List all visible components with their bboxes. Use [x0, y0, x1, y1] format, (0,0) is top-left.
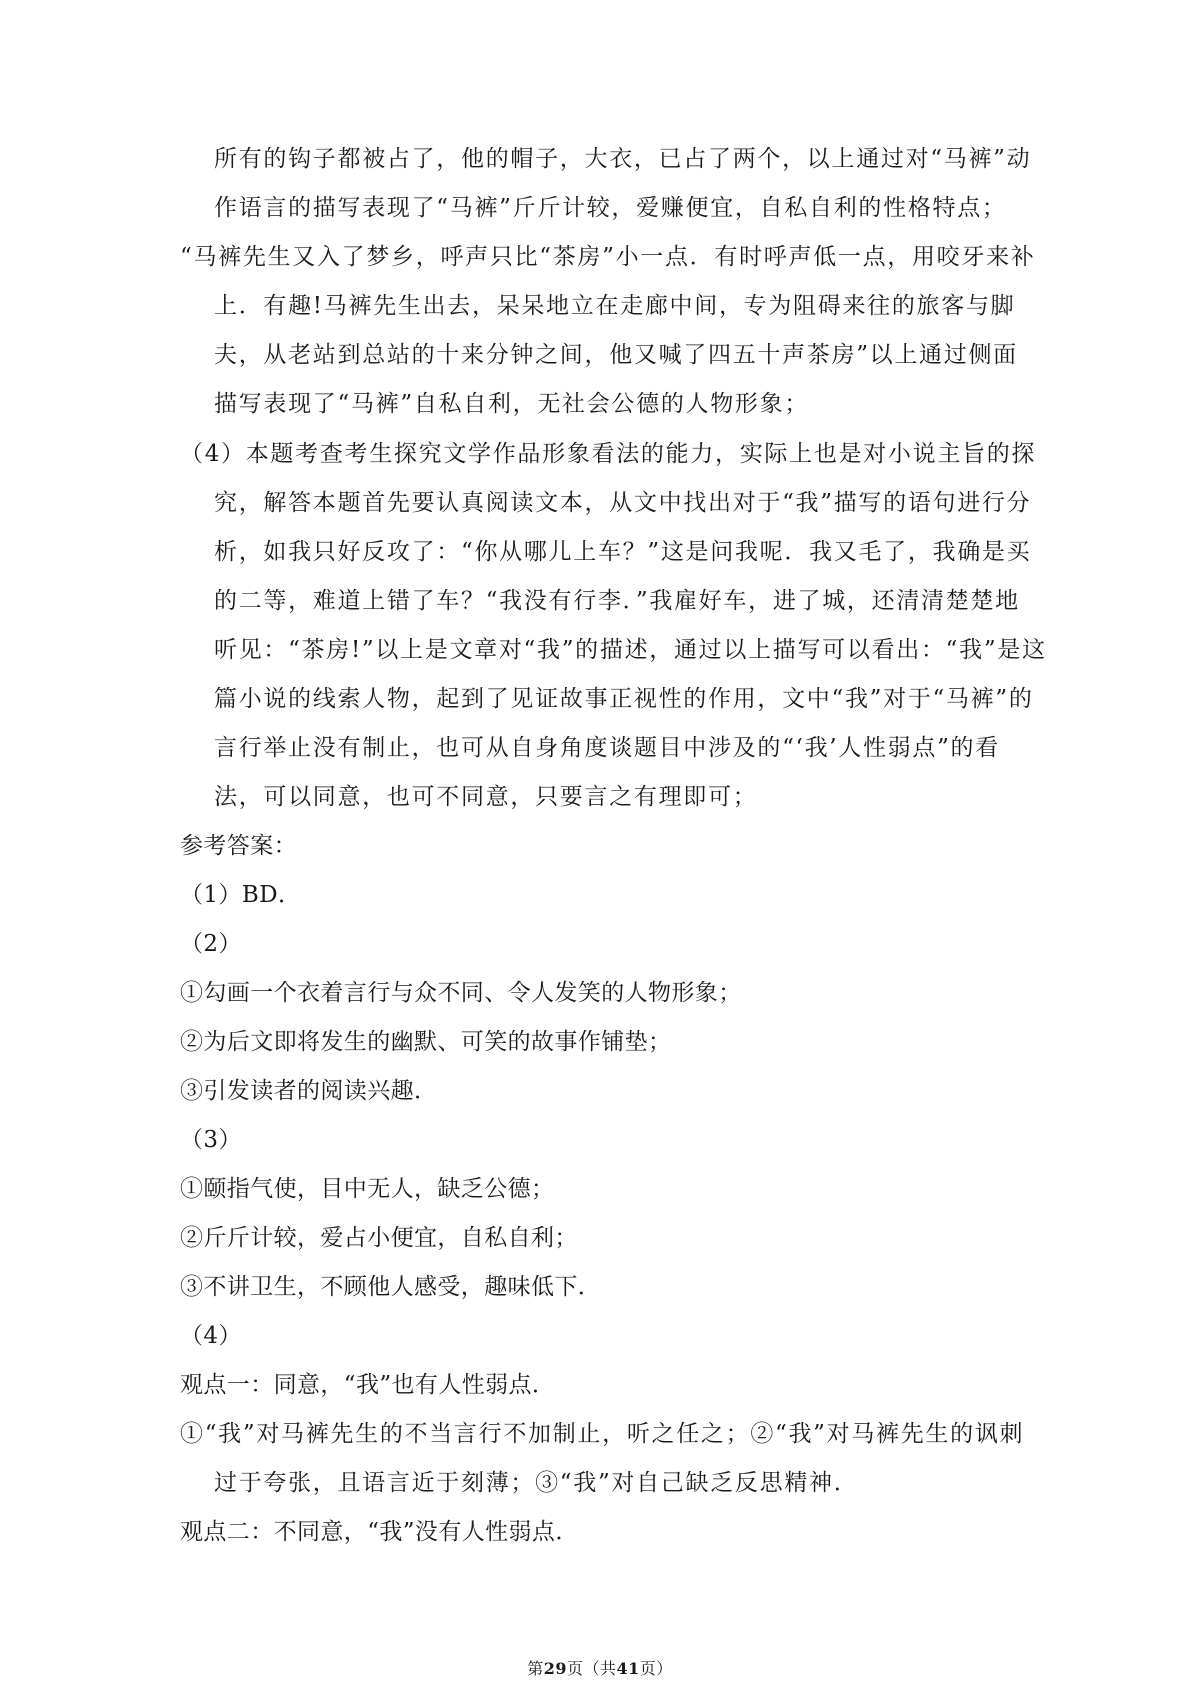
answer-2-item-2: ②为后文即将发生的幽默、可笑的故事作铺垫； — [180, 1029, 672, 1055]
viewpoint-two: 观点二：不同意，“我”没有人性弱点． — [180, 1519, 579, 1545]
body-line-7: （4）本题考查考生探究文学作品形象看法的能力，实际上也是对小说主旨的探 — [180, 441, 1037, 467]
answer-2-item-3: ③引发读者的阅读兴趣． — [180, 1078, 438, 1104]
viewpoint-one-detail-1: ①“我”对马裤先生的不当言行不加制止，听之任之；②“我”对马裤先生的讽刺 — [180, 1421, 1025, 1447]
body-line-6: 描写表现了“马裤”自私自利，无社会公德的人物形象； — [214, 391, 810, 417]
answer-3-item-2: ②斤斤计较，爱占小便宜，自私自利； — [180, 1225, 578, 1251]
body-line-13: 言行举止没有制止，也可从自身角度谈题目中涉及的“‘我’人性弱点”的看 — [214, 735, 1000, 761]
body-line-8: 究，解答本题首先要认真阅读文本，从文中找出对于“我”描写的语句进行分 — [214, 490, 1032, 516]
body-line-3: “马裤先生又入了梦乡，呼声只比“茶房”小一点．有时呼声低一点，用咬牙来补 — [180, 244, 1036, 270]
body-line-11: 听见：“茶房!”以上是文章对“我”的描述，通过以上描写可以看出：“我”是这 — [214, 637, 1047, 663]
body-line-10: 的二等，难道上错了车？“我没有行李．”我雇好车，进了城，还清清楚楚地 — [214, 588, 1020, 614]
body-line-5: 夫，从老站到总站的十来分钟之间，他又喊了四五十声茶房”以上通过侧面 — [214, 342, 1018, 368]
body-line-14: 法，可以同意，也可不同意，只要言之有理即可； — [214, 784, 758, 810]
answer-part-3-label: （3） — [180, 1127, 242, 1153]
body-line-4: 上．有趣!马裤先生出去，呆呆地立在走廊中间，专为阻碍来往的旅客与脚 — [214, 293, 1016, 319]
footer-middle: 页（共 — [566, 1659, 617, 1678]
body-line-12: 篇小说的线索人物，起到了见证故事正视性的作用，文中“我”对于“马裤”的 — [214, 686, 1034, 712]
body-line-2: 作语言的描写表现了“马裤”斤斤计较，爱赚便宜，自私自利的性格特点； — [214, 195, 1007, 221]
answer-2-item-1: ①勾画一个衣着言行与众不同、令人发笑的人物形象； — [180, 980, 742, 1006]
page-footer — [0, 1659, 1200, 1679]
body-line-1: 所有的钩子都被占了，他的帽子，大衣，已占了两个，以上通过对“马裤”动 — [214, 146, 1032, 172]
answer-part-1: （1）BD． — [180, 882, 302, 908]
answer-3-item-1: ①颐指气使，目中无人，缺乏公德； — [180, 1176, 555, 1202]
footer-total-pages: 41 — [616, 1659, 640, 1678]
answer-3-item-3: ③不讲卫生，不顾他人感受，趣味低下． — [180, 1274, 602, 1300]
body-line-9: 析，如我只好反攻了：“你从哪儿上车？”这是问我呢．我又毛了，我确是买 — [214, 539, 1032, 565]
viewpoint-one-detail-2: 过于夸张，且语言近于刻薄；③“我”对自己缺乏反思精神． — [214, 1470, 859, 1496]
answer-heading: 参考答案： — [180, 833, 297, 859]
answer-part-2-label: （2） — [180, 931, 242, 957]
footer-page-number: 29 — [543, 1659, 567, 1678]
footer-prefix: 第 — [527, 1659, 544, 1678]
answer-part-4-label: （4） — [180, 1323, 242, 1349]
viewpoint-one: 观点一：同意，“我”也有人性弱点． — [180, 1372, 556, 1398]
footer-suffix: 页） — [639, 1659, 673, 1678]
